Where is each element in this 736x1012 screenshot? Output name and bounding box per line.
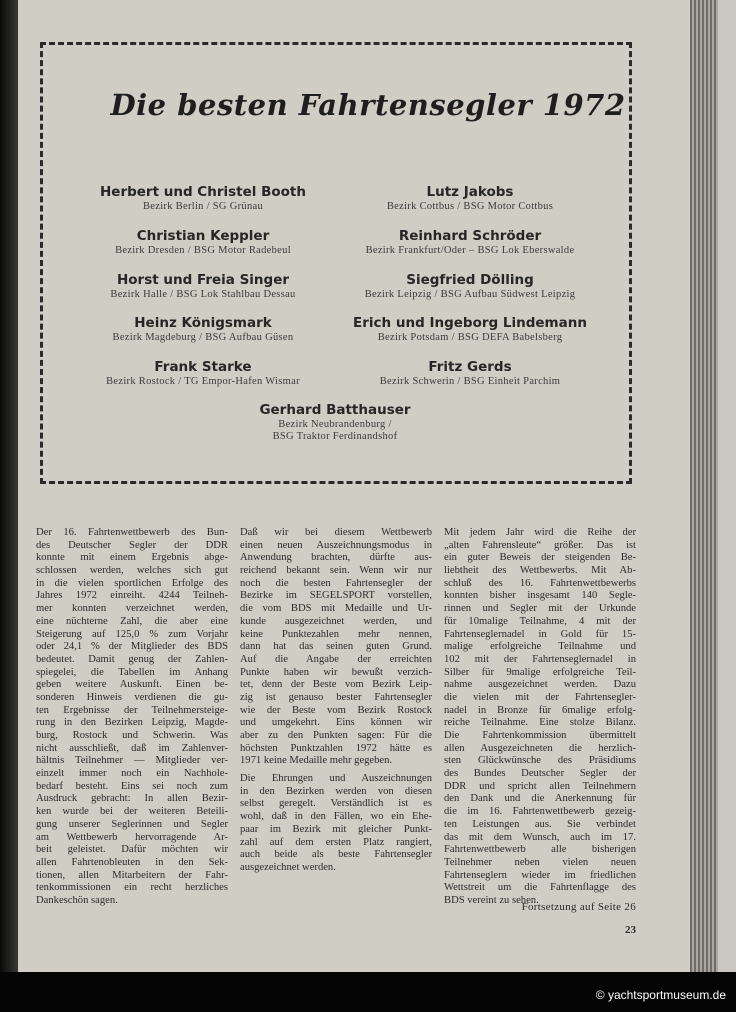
text-line: tet, denn der Beste vom Bezirk Leip- <box>240 679 432 691</box>
text-line: das mit dem Wunsch, auch im 17. <box>444 831 636 843</box>
text-line: Fahrtenseglernadel in Gold für 15- <box>444 628 636 640</box>
text-line: Teilnehmer neben vielen neuen <box>444 856 636 868</box>
text-line: spiegelei, die Tabellen im Anhang <box>36 666 228 678</box>
text-line: schlossen werden, welches sich gut <box>36 565 228 577</box>
text-line: burg, Rostock und Schwerin. Was <box>36 730 228 741</box>
text-line: selbst geregelt. Verständlich ist es <box>240 798 432 810</box>
text-line: bedarf besteht. Eins sei noch zum <box>36 780 228 792</box>
text-line: BDS vereint zu sehen. <box>444 894 539 906</box>
text-line: Daß wir bei diesem Wettbewerb <box>240 527 432 538</box>
text-line: konnten bisher insgesamt 140 Segle- <box>444 590 636 602</box>
page-number: 23 <box>625 924 636 936</box>
winner-name: Horst und Freia Singer <box>116 272 290 288</box>
text-line: sonderen Hinweis verdienen die gu- <box>36 691 228 703</box>
text-line: Silber für 9malige erfolgreiche Teil- <box>444 666 636 678</box>
text-line: ausgezeichnet werden. <box>240 861 336 873</box>
text-line: in die vielen sportlichen Erfolge des <box>36 577 228 589</box>
text-line: Fahrtenseglern wieder im friedlichen <box>444 869 636 881</box>
text-line: nahme ausgezeichnet werden. Dazu <box>444 679 636 691</box>
winner-club: Bezirk Frankfurt/Oder – BSG Lok Eberswalde <box>365 245 575 256</box>
text-line: dann hat das seinen guten Grund. <box>240 641 432 653</box>
paragraph <box>36 527 228 908</box>
article-column-2 <box>240 527 432 880</box>
text-line: den Dank und die Anerkennung für <box>444 793 636 805</box>
winner-entry <box>53 184 353 213</box>
winner-entry <box>53 228 353 257</box>
text-line: reiche Teilnahme. Eine stolze Bilanz. <box>444 717 636 729</box>
winner-club: Bezirk Schwerin / BSG Einheit Parchim <box>379 376 561 387</box>
text-line: beit geleistet. Dafür möchten wir <box>36 844 228 856</box>
winner-club: Bezirk Leipzig / BSG Aufbau Südwest Leipzig <box>364 289 576 300</box>
text-line: ten Leistungen aus. Sie verbindet <box>444 818 636 830</box>
text-line: „alten Fahrensleute“ größer. Das ist <box>444 539 636 551</box>
text-line: Punkte haben wir bewußt verzich- <box>240 666 432 678</box>
text-line: allen Ausgezeichneten die herzlich- <box>444 742 636 754</box>
text-line: Fahrtenwettbewerb alle bisherigen <box>444 844 636 856</box>
text-line: rung in den Bezirken Leipzig, Magde- <box>36 717 228 729</box>
text-line: oder 24,1 % der Mitglieder des BDS <box>36 641 228 653</box>
text-line: nadel in Bronze für 6malige erfolg- <box>444 704 636 716</box>
text-line: Auf die Angabe der erreichten <box>240 653 432 665</box>
book-left-edge <box>0 0 18 972</box>
text-line: paar im Bezirk mit gleicher Punkt- <box>240 823 432 835</box>
text-line: aber zu den Punkten sagen: Für die <box>240 730 432 741</box>
text-line: zahl auf dem ersten Platz rangiert, <box>240 836 432 848</box>
page-stack-edge <box>718 0 736 972</box>
winner-entry <box>53 359 353 388</box>
winner-name: Siegfried Dölling <box>406 272 534 288</box>
text-line: kunde ausgezeichnet werden, und <box>240 615 432 627</box>
text-line: malige erfolgreiche Teilnahme und <box>444 641 636 653</box>
text-line: Steigerung auf 125,0 % zum Vorjahr <box>36 628 228 640</box>
winner-entry <box>53 315 353 344</box>
text-line: konnte mit einem Ergebnis abge- <box>36 552 228 564</box>
text-line: hältnis Teilnehmer — Mitglieder ver- <box>36 755 228 767</box>
winner-club: Bezirk Dresden / BSG Motor Radebeul <box>115 245 291 256</box>
text-line: 102 mit der Fahrtenseglernadel in <box>444 653 636 665</box>
text-line: 1971 keine Medaille mehr gegeben. <box>240 755 393 767</box>
continuation-note: Fortsetzung auf Seite 26 <box>521 901 636 913</box>
winner-club: Bezirk Cottbus / BSG Motor Cottbus <box>386 201 554 212</box>
text-line: rinnen und Segler mit der Urkunde <box>444 603 636 615</box>
text-line: ein guter Beweis der steigenden Be- <box>444 552 636 564</box>
text-line: einen neuen Auszeichnungsmodus in <box>240 539 432 551</box>
text-line: geben weitere Auskunft. Einen be- <box>36 679 228 691</box>
text-line: schluß des 16. Fahrtenwettbewerbs <box>444 577 636 589</box>
winner-club: Bezirk Neubrandenburg / <box>278 419 392 430</box>
text-line: Mit jedem Jahr wird die Reihe der <box>444 527 636 538</box>
text-line: zig ist genauso bester Fahrtensegler <box>240 691 432 703</box>
watermark: © yachtsportmuseum.de <box>595 988 726 1002</box>
text-line: tenkommissionen ein recht herzliches <box>36 882 228 894</box>
text-line: mer konnten verzeichnet werden, <box>36 603 228 615</box>
winner-entry <box>320 184 620 213</box>
page-title: Die besten Fahrtensegler 1972 <box>110 88 626 122</box>
text-line: Die Ehrungen und Auszeichnungen <box>240 773 432 785</box>
text-line: am Wettbewerb hervorragende Ar- <box>36 831 228 843</box>
paragraph <box>240 527 432 768</box>
text-line: des Bundes Deutscher Segler der <box>444 768 636 780</box>
text-line: tionen, allen Mitarbeitern der Fahr- <box>36 869 228 881</box>
winner-name: Heinz Königsmark <box>134 315 272 331</box>
winner-name: Gerhard Batthauser <box>259 402 411 418</box>
winner-name: Fritz Gerds <box>428 359 512 375</box>
text-line: DDR und spricht allen Teilnehmern <box>444 780 636 792</box>
paragraph <box>240 773 432 875</box>
winner-club: BSG Traktor Ferdinandshof <box>272 431 398 442</box>
winner-name: Herbert und Christel Booth <box>99 184 306 200</box>
text-line: in den Bezirken werden von diesen <box>240 785 432 797</box>
paragraph <box>444 527 636 908</box>
text-line: ten Ergebnisse der Teilnehmersteige- <box>36 704 228 716</box>
winner-entry-center <box>185 402 485 443</box>
text-line: des Deutscher Segler der DDR <box>36 539 228 551</box>
winner-entry <box>320 228 620 257</box>
text-line: Der 16. Fahrtenwettbewerb des Bun- <box>36 527 228 538</box>
winner-entry <box>320 359 620 388</box>
text-line: und umgekehrt. Eins können wir <box>240 717 432 729</box>
text-line: die vom BDS mit Medaille und Ur- <box>240 603 432 615</box>
text-line: liebtheit des Wettbewerbs. Mit Ab- <box>444 565 636 577</box>
text-line: die vielen mit der Fahrtensegler- <box>444 691 636 703</box>
text-line: auch beide als beste Fahrtensegler <box>240 849 432 861</box>
winner-entry <box>320 272 620 301</box>
winner-name: Lutz Jakobs <box>426 184 514 200</box>
text-line: bedeutet. Damit genug der Zahlen- <box>36 653 228 665</box>
text-line: nicht ausschließt, daß im Zahlenver- <box>36 742 228 754</box>
winner-club: Bezirk Magdeburg / BSG Aufbau Güsen <box>112 332 294 343</box>
article-column-1 <box>36 527 228 913</box>
winner-name: Frank Starke <box>154 359 252 375</box>
text-line: Dankeschön sagen. <box>36 894 118 906</box>
winner-name: Christian Keppler <box>136 228 270 244</box>
text-line: für 10malige Teilnahme, 4 mit der <box>444 615 636 627</box>
winner-entry <box>53 272 353 301</box>
text-line: wohl, daß in den Fällen, wo ein Ehe- <box>240 811 432 823</box>
text-line: Ausdruck gebracht: In allen Bezir- <box>36 793 228 805</box>
text-line: höchsten Punktzahlen 1972 hätte es <box>240 742 432 754</box>
text-line: noch die besten Fahrtensegler der <box>240 577 432 589</box>
winner-club: Bezirk Rostock / TG Empor-Hafen Wismar <box>106 376 300 387</box>
text-line: keine Punktezahlen mehr nennen, <box>240 628 432 640</box>
text-line: Anwendung brachten, dürfte aus- <box>240 552 432 564</box>
winner-club: Bezirk Berlin / SG Grünau <box>142 201 264 212</box>
winner-club: Bezirk Halle / BSG Lok Stahlbau Dessau <box>110 289 296 300</box>
text-line: allen Fahrtenobleuten in den Sek- <box>36 856 228 868</box>
winner-name: Reinhard Schröder <box>398 228 542 244</box>
text-line: Wettstreit um die Fahrtenflagge des <box>444 882 636 894</box>
text-line: sten Glückwünsche des Präsidiums <box>444 755 636 767</box>
text-line: Bezirke im SEGELSPORT vorstellen, <box>240 590 432 602</box>
text-line: Jahres 1972 einreiht. 4244 Teilneh- <box>36 590 228 602</box>
text-line: ken wurde bei der weiteren Beteili- <box>36 806 228 818</box>
text-line: gung unserer Seglerinnen und Segler <box>36 818 228 830</box>
text-line: einzelt immer noch ein Nachhole- <box>36 768 228 780</box>
article-column-3 <box>444 527 636 913</box>
text-line: wie der Beste vom Bezirk Rostock <box>240 704 432 716</box>
winner-name: Erich und Ingeborg Lindemann <box>353 315 587 331</box>
winner-club: Bezirk Potsdam / BSG DEFA Babelsberg <box>377 332 563 343</box>
text-line: reichend bekannt sein. Wenn wir nur <box>240 565 432 577</box>
text-line: Die Fahrtenkommission übermittelt <box>444 730 636 741</box>
winner-entry <box>320 315 620 344</box>
text-line: eine nüchterne Zahl, die aber eine <box>36 615 228 627</box>
text-line: die im 16. Fahrtenwettbewerb gezeig- <box>444 806 636 818</box>
